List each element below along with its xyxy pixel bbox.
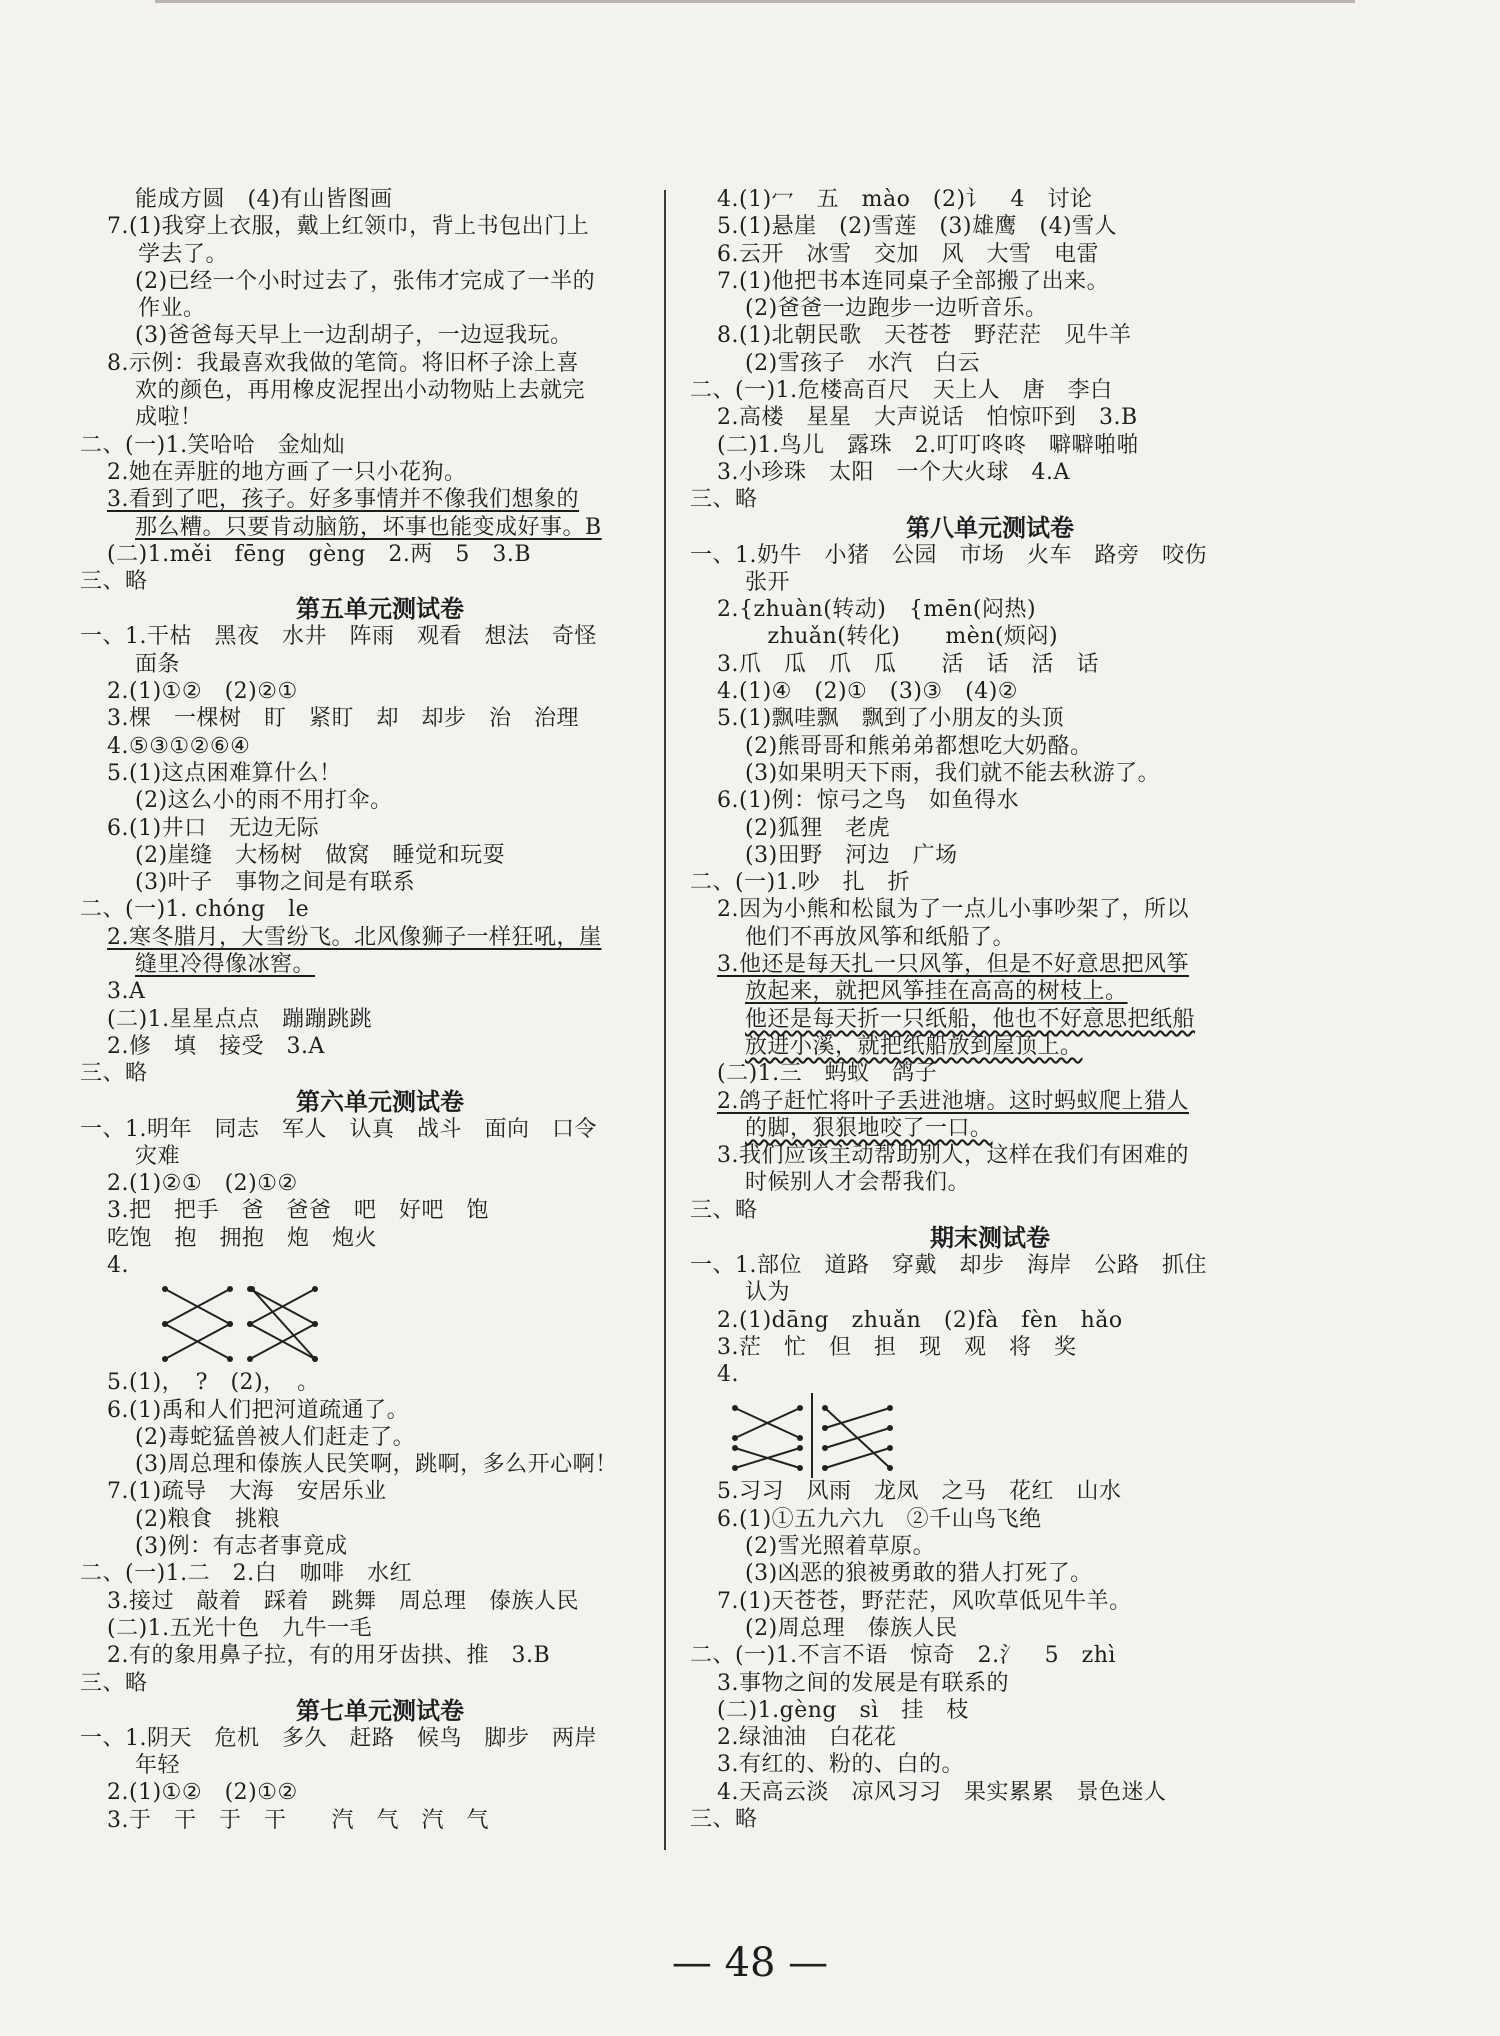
answer-line <box>80 1397 680 1424</box>
answer-text: 4.天高云淡 凉风习习 果实累累 景色迷人 <box>717 1779 1167 1805</box>
answer-line <box>80 1252 680 1279</box>
section-heading <box>80 595 680 623</box>
answer-line <box>690 896 1290 923</box>
answer-line <box>80 486 680 513</box>
answer-text: 三、略 <box>80 1670 148 1696</box>
answer-line <box>690 1506 1290 1533</box>
answer-line <box>80 951 680 978</box>
answer-text: 二、(一)1.危楼高百尺 天上人 唐 李白 <box>690 378 1113 404</box>
answer-text: 的脚，狠狠地咬了一口。 <box>745 1115 993 1141</box>
answer-line <box>80 213 680 240</box>
answer-text: 放起来，就把风筝挂在高高的树枝上。 <box>745 979 1128 1005</box>
answer-line <box>80 568 680 595</box>
answer-text: (3)叶子 事物之间是有联系 <box>135 870 416 896</box>
answer-line <box>690 1779 1290 1806</box>
answer-text: (二)1.星星点点 蹦蹦跳跳 <box>107 1006 373 1032</box>
answer-text: (2)粮食 挑粮 <box>135 1506 281 1532</box>
answer-text: 6.(1)①五九六九 ②千山鸟飞绝 <box>717 1506 1042 1532</box>
matching-dot <box>887 1425 893 1431</box>
answer-line <box>80 1116 680 1143</box>
answer-line <box>690 1751 1290 1778</box>
answer-line <box>80 1369 680 1396</box>
answer-text: 放进小溪，就把纸船放到屋顶上。 <box>745 1033 1083 1059</box>
answer-line <box>80 1197 680 1224</box>
answer-line <box>690 842 1290 869</box>
answer-text: (二)1.三 蚂蚁 鸽子 <box>717 1061 938 1087</box>
answer-text: 三、略 <box>80 569 148 595</box>
matching-lines-svg <box>690 1388 1290 1478</box>
answer-line <box>690 1169 1290 1196</box>
answer-text: 6.(1)禹和人们把河道疏通了。 <box>107 1397 410 1423</box>
answer-text: (2)爸爸一边跑步一边听音乐。 <box>745 296 1048 322</box>
matching-dot <box>732 1405 738 1411</box>
answer-text: 三、略 <box>690 487 758 513</box>
answer-text: 3.棵 一棵树 盯 紧盯 却 却步 治 治理 <box>107 706 579 732</box>
answer-text: 6.(1)井口 无边无际 <box>107 815 320 841</box>
answer-line <box>690 1334 1290 1361</box>
matching-line <box>825 1428 890 1448</box>
answer-text: 2.因为小熊和松鼠为了一点儿小事吵架了，所以 <box>717 897 1189 923</box>
answer-text: 三、略 <box>80 1061 148 1087</box>
answer-text: 他们不再放风筝和纸船了。 <box>745 924 1016 950</box>
answer-text: 吃饱 抱 拥抱 炮 炮火 <box>107 1225 378 1251</box>
matching-dot <box>732 1465 738 1471</box>
answer-text: (2)狐狸 老虎 <box>745 815 891 841</box>
answer-line <box>690 268 1290 295</box>
answer-line <box>690 1533 1290 1560</box>
section-heading <box>80 1088 680 1116</box>
answer-line <box>690 1197 1290 1224</box>
answer-line <box>80 1033 680 1060</box>
answer-line <box>690 1670 1290 1697</box>
matching-dot <box>797 1435 803 1441</box>
answer-line <box>690 623 1290 650</box>
answer-line <box>690 1060 1290 1087</box>
top-rule <box>155 0 1355 3</box>
answer-line <box>80 1424 680 1451</box>
answer-text: 3.A <box>107 979 146 1005</box>
page-number: — 48 — <box>671 1940 829 1986</box>
answer-text: (2)崖缝 大杨树 做窝 睡觉和玩耍 <box>135 842 506 868</box>
answer-text: 2.(1)①② (2)②① <box>107 679 298 705</box>
answer-text: 一、1.部位 道路 穿戴 却步 海岸 公路 抓住 <box>690 1252 1207 1278</box>
answer-line <box>690 705 1290 732</box>
answer-line <box>80 1615 680 1642</box>
answer-line <box>690 486 1290 513</box>
answer-line <box>690 1588 1290 1615</box>
answer-line <box>690 459 1290 486</box>
answer-text: 2.修 填 接受 3.A <box>107 1033 325 1059</box>
answer-text: 时候别人才会帮我们。 <box>745 1170 971 1196</box>
answer-line <box>80 514 680 541</box>
section-heading-text: 第八单元测试卷 <box>906 513 1074 542</box>
matching-dot <box>162 1356 168 1362</box>
answer-text: 6.云开 冰雪 交加 风 大雪 电雷 <box>717 241 1099 267</box>
answer-line <box>80 733 680 760</box>
answer-text: 5.(1)悬崖 (2)雪莲 (3)雄鹰 (4)雪人 <box>717 214 1118 240</box>
matching-dot <box>312 1356 318 1362</box>
answer-line <box>80 1143 680 1170</box>
answer-line <box>690 651 1290 678</box>
answer-text: 7.(1)天苍苍，野茫茫，风吹草低见牛羊。 <box>717 1588 1132 1614</box>
answer-line <box>690 404 1290 431</box>
answer-text: (2)毒蛇猛兽被人们赶走了。 <box>135 1424 416 1450</box>
answer-text: 7.(1)他把书本连同桌子全部搬了出来。 <box>717 268 1110 294</box>
answer-line <box>80 842 680 869</box>
answer-text: 7.(1)我穿上衣服，戴上红领巾，背上书包出门上 <box>107 214 590 240</box>
answer-text: 一、1.明年 同志 军人 认真 战斗 面向 口令 <box>80 1116 597 1142</box>
answer-text: 二、(一)1.不言不语 惊奇 2.氵 5 zhì <box>690 1643 1116 1669</box>
answer-text: 年轻 <box>135 1753 181 1779</box>
answer-line <box>690 1279 1290 1306</box>
section-heading-text: 期末测试卷 <box>930 1223 1050 1252</box>
answer-line <box>690 951 1290 978</box>
answer-line <box>690 1697 1290 1724</box>
answer-line <box>690 869 1290 896</box>
answer-line <box>80 350 680 377</box>
answer-line <box>80 924 680 951</box>
answer-line <box>80 459 680 486</box>
answer-text: 那么糟。只要肯动脑筋，坏事也能变成好事。B <box>135 514 602 540</box>
answer-text: 3.我们应该主动帮助别人，这样在我们有困难的 <box>717 1143 1189 1169</box>
answer-line <box>80 623 680 650</box>
answer-line <box>690 295 1290 322</box>
right-column <box>690 186 1290 1833</box>
answer-line <box>80 1506 680 1533</box>
answer-text: 3.把 把手 爸 爸爸 吧 好吧 饱 <box>107 1198 489 1224</box>
answer-line <box>80 1670 680 1697</box>
answer-text: 2.寒冬腊月，大雪纷飞。北风像狮子一样狂吼，崖 <box>107 924 602 950</box>
answer-text: 缝里冷得像冰窖。 <box>135 952 316 978</box>
answer-text: 学去了。 <box>138 241 229 267</box>
answer-text: 二、(一)1.二 2.白 咖啡 水红 <box>80 1561 413 1587</box>
answer-text: 2.(1)②① (2)①② <box>107 1171 298 1197</box>
answer-line <box>690 186 1290 213</box>
answer-text: (2)已经一个小时过去了，张伟才完成了一半的 <box>135 268 596 294</box>
answer-line <box>80 1225 680 1252</box>
answer-text: 一、1.奶牛 小猪 公园 市场 火车 路旁 咬伤 <box>690 542 1207 568</box>
answer-line <box>80 705 680 732</box>
answer-text: 面条 <box>135 651 181 677</box>
answer-line <box>80 1642 680 1669</box>
section-heading <box>80 1697 680 1725</box>
answer-text: 5.(1)这点困难算什么！ <box>107 760 342 786</box>
answer-line <box>80 1451 680 1478</box>
answer-text: (二)1.鸟儿 露珠 2.叮叮咚咚 噼噼啪啪 <box>717 432 1140 458</box>
answer-line <box>690 1615 1290 1642</box>
answer-text: 3.有红的、粉的、白的。 <box>717 1752 964 1778</box>
answer-text: (3)如果明天下雨，我们就不能去秋游了。 <box>745 760 1161 786</box>
matching-dot <box>797 1405 803 1411</box>
answer-line <box>690 678 1290 705</box>
answer-line <box>690 432 1290 459</box>
answer-text: 4. <box>107 1252 129 1278</box>
section-heading-text: 第五单元测试卷 <box>296 595 464 624</box>
answer-line <box>690 1142 1290 1169</box>
answer-line <box>80 1752 680 1779</box>
answer-text: 4.⑤③①②⑥④ <box>107 733 251 759</box>
answer-text: (二)1.gèng sì 挂 枝 <box>717 1697 969 1723</box>
answer-text: 三、略 <box>690 1197 758 1223</box>
answer-line <box>80 1779 680 1806</box>
answer-line <box>690 213 1290 240</box>
answer-line <box>690 350 1290 377</box>
matching-dot <box>887 1465 893 1471</box>
matching-lines-diagram <box>690 1388 1290 1478</box>
answer-text: 一、1.干枯 黑夜 水井 阵雨 观看 想法 奇怪 <box>80 624 597 650</box>
answer-line <box>80 815 680 842</box>
answer-line <box>80 869 680 896</box>
answer-line <box>80 404 680 431</box>
matching-dot <box>312 1286 318 1292</box>
answer-text: 一、1.阴天 危机 多久 赶路 候鸟 脚步 两岸 <box>80 1725 597 1751</box>
answer-line <box>690 978 1290 1005</box>
answer-line <box>690 815 1290 842</box>
answer-text: 2.(1)dāng zhuǎn (2)fà fèn hǎo <box>717 1307 1123 1333</box>
answer-text: 2.{zhuàn(转动) {mēn(闷热) <box>717 597 1037 623</box>
matching-dot <box>249 1286 255 1292</box>
answer-line <box>80 241 680 268</box>
answer-line <box>80 1560 680 1587</box>
answer-line <box>80 1006 680 1033</box>
answer-text: 2.绿油油 白花花 <box>717 1725 897 1751</box>
answer-line <box>690 733 1290 760</box>
answer-text: 2.有的象用鼻子拉，有的用牙齿拱、推 3.B <box>107 1643 551 1669</box>
answer-text: 3.茫 忙 但 担 现 观 将 奖 <box>717 1334 1077 1360</box>
answer-text: (3)凶恶的狼被勇敢的猎人打死了。 <box>745 1561 1093 1587</box>
answer-line <box>690 569 1290 596</box>
matching-dot <box>162 1321 168 1327</box>
answer-text: (3)例：有志者事竟成 <box>135 1534 348 1560</box>
answer-line <box>80 1725 680 1752</box>
answer-text: 2.她在弄脏的地方画了一只小花狗。 <box>107 459 467 485</box>
answer-text: 5.(1)飘哇飘 飘到了小朋友的头顶 <box>717 706 1065 732</box>
answer-text: 欢的颜色，再用橡皮泥捏出小动物贴上去就完 <box>135 378 586 404</box>
answer-text: 4.(1)冖 五 mào (2)讠 4 讨论 <box>717 187 1093 212</box>
section-heading-text: 第七单元测试卷 <box>296 1696 464 1725</box>
answer-line <box>80 186 680 213</box>
answer-line <box>80 268 680 295</box>
answer-line <box>690 1724 1290 1751</box>
answer-text: 6.(1)例：惊弓之鸟 如鱼得水 <box>717 788 1020 814</box>
matching-dot <box>227 1286 233 1292</box>
answer-text: 7.(1)疏导 大海 安居乐业 <box>107 1479 387 1505</box>
matching-dot <box>247 1321 253 1327</box>
matching-lines-svg <box>80 1279 680 1369</box>
answer-line <box>80 322 680 349</box>
answer-text: 5.习习 风雨 龙凤 之马 花红 山水 <box>717 1479 1122 1505</box>
matching-dot <box>732 1445 738 1451</box>
answer-line <box>690 1252 1290 1279</box>
answer-line <box>80 896 680 923</box>
answer-text: 3.看到了吧，孩子。好多事情并不像我们想象的 <box>107 487 579 513</box>
answer-text: (二)1.měi fēng gèng 2.两 5 3.B <box>107 541 531 567</box>
answer-line <box>80 1533 680 1560</box>
answer-line <box>690 760 1290 787</box>
answer-text: 4. <box>717 1362 739 1388</box>
answer-line <box>690 787 1290 814</box>
answer-text: (2)熊哥哥和熊弟弟都想吃大奶酪。 <box>745 733 1093 759</box>
matching-dot <box>822 1445 828 1451</box>
answer-line <box>690 1806 1290 1833</box>
answer-line <box>80 978 680 1005</box>
matching-dot <box>822 1465 828 1471</box>
answer-text: 二、(一)1.吵 扎 折 <box>690 870 911 896</box>
answer-text: 二、(一)1.笑哈哈 金灿灿 <box>80 432 346 458</box>
matching-dot <box>797 1445 803 1451</box>
answer-line <box>690 377 1290 404</box>
answer-text: zhuǎn(转化) mèn(烦闷) <box>745 624 1059 650</box>
answer-text: 3.事物之间的发展是有联系的 <box>717 1670 1009 1696</box>
answer-line <box>80 787 680 814</box>
matching-dot <box>732 1435 738 1441</box>
answer-line <box>80 760 680 787</box>
answer-text: (二)1.五光十色 九牛一毛 <box>107 1615 373 1641</box>
answer-line <box>690 1006 1290 1033</box>
section-heading <box>690 1224 1290 1252</box>
matching-lines-diagram <box>80 1279 680 1369</box>
answer-line <box>690 1088 1290 1115</box>
answer-text: 二、(一)1. chóng le <box>80 897 310 923</box>
answer-text: 成啦！ <box>135 405 203 431</box>
answer-line <box>690 1642 1290 1669</box>
matching-line <box>252 1289 315 1359</box>
matching-dot <box>822 1405 828 1411</box>
section-heading-text: 第六单元测试卷 <box>296 1087 464 1116</box>
answer-text: 2.(1)①② (2)①② <box>107 1780 298 1806</box>
answer-text: 5.(1)， ? (2)， 。 <box>107 1370 320 1396</box>
answer-line <box>690 596 1290 623</box>
matching-dot <box>797 1465 803 1471</box>
answer-line <box>80 1060 680 1087</box>
answer-line <box>80 541 680 568</box>
answer-text: 张开 <box>745 569 791 595</box>
answer-line <box>690 542 1290 569</box>
answer-text: 8.示例：我最喜欢我做的笔筒。将旧杯子涂上喜 <box>107 350 579 376</box>
answer-text: 3.小珍珠 太阳 一个大火球 4.A <box>717 459 1070 485</box>
answer-text: 他还是每天折一只纸船，他也不好意思把纸船 <box>745 1006 1196 1032</box>
answer-text: 灾难 <box>135 1143 181 1169</box>
answer-text: (3)爸爸每天早上一边刮胡子，一边逗我玩。 <box>135 323 573 349</box>
answer-text: 3.于 干 于 干 汽 气 汽 气 <box>107 1807 489 1833</box>
answer-text: 3.接过 敲着 踩着 跳舞 周总理 傣族人民 <box>107 1588 579 1614</box>
answer-text: 2.鸽子赶忙将叶子丢进池塘。这时蚂蚁爬上猎人 <box>717 1088 1189 1114</box>
answer-text: 认为 <box>745 1280 791 1306</box>
answer-text: 4.(1)④ (2)① (3)③ (4)② <box>717 679 1019 705</box>
answer-text: (2)雪光照着草原。 <box>745 1534 936 1560</box>
answer-line <box>80 1170 680 1197</box>
answer-text: 3.他还是每天扎一只风筝，但是不好意思把风筝 <box>717 952 1189 978</box>
column-divider <box>664 190 666 1850</box>
answer-line <box>690 1307 1290 1334</box>
answer-line <box>690 1115 1290 1142</box>
answer-text: 8.(1)北朝民歌 天苍苍 野茫茫 见牛羊 <box>717 323 1132 349</box>
answer-text: 3.爪 瓜 爪 瓜 活 话 活 话 <box>717 651 1099 677</box>
answer-line <box>80 1478 680 1505</box>
answer-line <box>80 432 680 459</box>
matching-dot <box>312 1321 318 1327</box>
answer-line <box>690 1033 1290 1060</box>
answer-text: 2.高楼 星星 大声说话 怕惊吓到 3.B <box>717 405 1138 431</box>
matching-dot <box>247 1356 253 1362</box>
answer-text: (2)周总理 傣族人民 <box>745 1615 958 1641</box>
matching-dot <box>227 1356 233 1362</box>
answer-line <box>690 1478 1290 1505</box>
answer-line <box>690 241 1290 268</box>
answer-text: 作业。 <box>138 296 206 322</box>
answer-line <box>80 1588 680 1615</box>
answer-line <box>690 924 1290 951</box>
answer-line <box>80 377 680 404</box>
answer-line <box>80 678 680 705</box>
matching-dot <box>822 1425 828 1431</box>
answer-text: 三、略 <box>690 1807 758 1833</box>
answer-text: 能成方圆 (4)有山皆图画 <box>135 187 393 212</box>
answer-text: (3)田野 河边 广场 <box>745 842 958 868</box>
matching-dot <box>887 1445 893 1451</box>
answer-text: (3)周总理和傣族人民笑啊，跳啊，多么开心啊！ <box>135 1452 618 1478</box>
answer-text: (2)雪孩子 水汽 白云 <box>745 350 981 376</box>
left-column <box>80 186 680 1834</box>
answer-line <box>80 295 680 322</box>
section-heading <box>690 514 1290 542</box>
answer-line <box>690 322 1290 349</box>
answer-line <box>690 1361 1290 1388</box>
matching-dot <box>227 1321 233 1327</box>
answer-line <box>80 651 680 678</box>
answer-line <box>690 1560 1290 1587</box>
matching-dot <box>162 1286 168 1292</box>
answer-line <box>80 1807 680 1834</box>
answer-text: (2)这么小的雨不用打伞。 <box>135 788 393 814</box>
matching-dot <box>887 1405 893 1411</box>
